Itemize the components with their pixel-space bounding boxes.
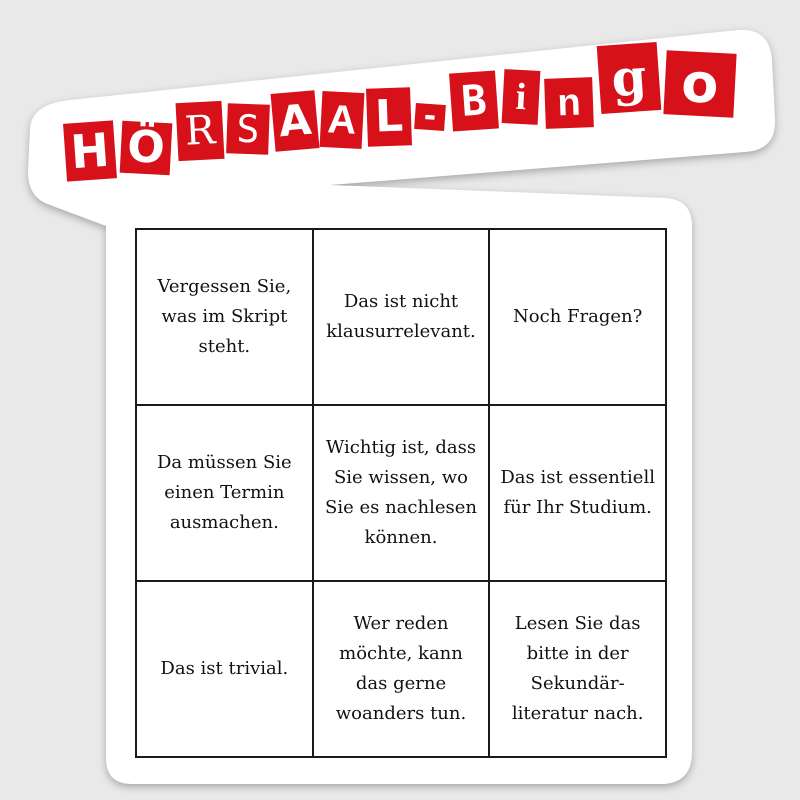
- bingo-cell: [136, 581, 313, 757]
- bingo-cell: [313, 405, 490, 581]
- bingo-cell: [136, 405, 313, 581]
- title-letter: R: [176, 101, 225, 161]
- bingo-cell: [313, 581, 490, 757]
- bingo-cell-text: Vergessen Sie, was im Skript steht.: [157, 276, 292, 357]
- bingo-cell-text: Das ist nicht klausurrelevant.: [326, 291, 476, 342]
- title-banner: [55, 40, 755, 200]
- bingo-cell: [489, 581, 666, 757]
- bingo-cell: [136, 229, 313, 405]
- title-letter: n: [544, 77, 594, 129]
- title-letter: A: [320, 91, 365, 149]
- title-letter: g: [597, 42, 662, 114]
- title-letter: S: [226, 103, 270, 154]
- title-letter: L: [366, 87, 412, 147]
- title-letter: A: [271, 90, 320, 152]
- title-letter: i: [502, 69, 541, 125]
- bingo-cell-text: Noch Fragen?: [513, 306, 643, 327]
- title-letter: Ö: [120, 121, 173, 176]
- bingo-cell-text: Wer reden möchte, kann das gerne woanders tun.: [335, 613, 467, 724]
- bingo-cell-text: Das ist trivial.: [160, 658, 289, 679]
- bingo-cell-text: Wichtig ist, dass Sie wissen, wo Sie es nachlesen können.: [325, 437, 477, 548]
- title-letter: H: [63, 120, 117, 181]
- bingo-cell-text: Das ist essentiell für Ihr Studium.: [500, 467, 655, 518]
- bingo-grid: [135, 228, 667, 758]
- bingo-cell-text: Lesen Sie das bitte in der Sekundär- literatur nach.: [511, 613, 644, 724]
- bingo-cell-text: Da müssen Sie einen Termin ausmachen.: [156, 452, 292, 533]
- title-letter: o: [663, 50, 736, 118]
- title-letter: -: [414, 103, 446, 131]
- title-letter: B: [449, 70, 499, 131]
- bingo-cell: [489, 405, 666, 581]
- bingo-cell: [313, 229, 490, 405]
- bingo-cell: [489, 229, 666, 405]
